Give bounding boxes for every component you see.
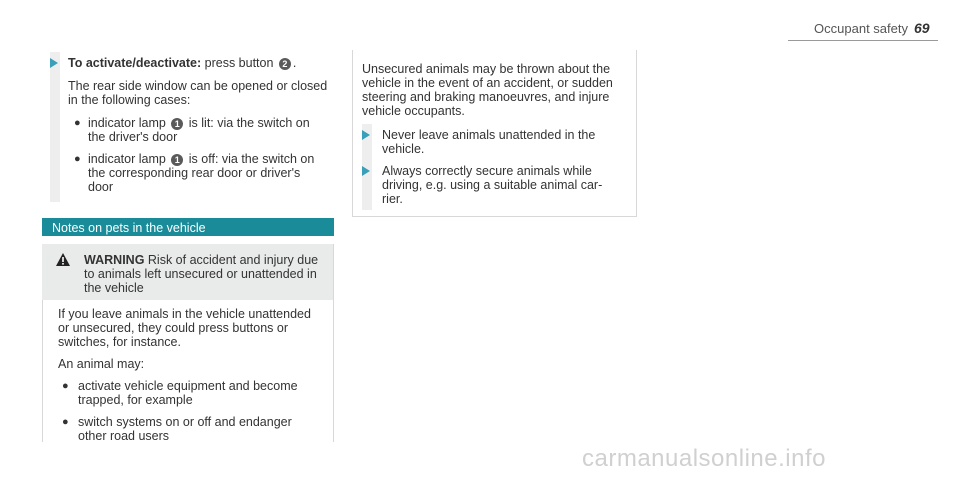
step-arrow-icon <box>50 58 58 68</box>
indicator-1-badge: 1 <box>171 118 183 130</box>
pets-body1-line2: or unsecured, they could press buttons or <box>58 321 288 335</box>
bullet1-line1: indicator lamp 1 is lit: via the switch on <box>88 116 310 130</box>
bullet-icon: ● <box>74 153 81 165</box>
warning-box <box>42 244 334 300</box>
rear-window-para-2: in the following cases: <box>68 93 191 107</box>
pets-left-border <box>42 300 43 442</box>
left-margin-bar <box>50 52 60 202</box>
pets-body2: An animal may: <box>58 357 145 371</box>
col2-step2-line3: rier. <box>382 192 403 206</box>
warning-line1: WARNING Risk of accident and injury due <box>84 253 319 267</box>
page-number: 69 <box>914 20 930 36</box>
col2-left-border <box>352 50 353 216</box>
col2-step1-line1: Never leave animals unattended in the <box>382 128 596 142</box>
col2-step2-line2: driving, e.g. using a suitable animal car- <box>382 178 603 192</box>
pets-bullet2-line2: other road users <box>78 429 170 443</box>
step-arrow-icon <box>362 166 370 176</box>
indicator-1-badge: 1 <box>171 154 183 166</box>
pets-bullet1-line2: trapped, for example <box>78 393 193 407</box>
pets-bullet2-line1: switch systems on or off and endanger <box>78 415 292 429</box>
pets-body1-line3: switches, for instance. <box>58 335 181 349</box>
warning-line2: to animals left unsecured or unattended in <box>84 267 317 281</box>
pets-body1-line1: If you leave animals in the vehicle unattended <box>58 307 311 321</box>
pets-bullet1-line1: activate vehicle equipment and become <box>78 379 298 393</box>
watermark[interactable]: carmanualsonline.info <box>582 445 826 472</box>
bullet2-line2: the corresponding rear door or driver's <box>88 166 301 180</box>
section-title: Occupant safety <box>814 21 908 36</box>
pets-section-header: Notes on pets in the vehicle <box>42 218 334 236</box>
col2-right-border <box>636 50 637 216</box>
col2-intro-line2: vehicle in the event of an accident, or sudden <box>362 76 613 90</box>
warning-line3: the vehicle <box>84 281 144 295</box>
bullet2-line1: indicator lamp 1 is off: via the switch on <box>88 152 315 166</box>
activate-step: To activate/deactivate: press button 2 . <box>68 56 297 70</box>
bullet-icon: ● <box>62 380 69 392</box>
col2-bottom-border <box>352 216 637 217</box>
col2-intro-line1: Unsecured animals may be thrown about the <box>362 62 611 76</box>
rear-window-para-1: The rear side window can be opened or closed <box>68 79 328 93</box>
bullet1-line2: the driver's door <box>88 130 178 144</box>
pets-right-border <box>333 244 334 442</box>
col2-step1-line2: vehicle. <box>382 142 425 156</box>
bullet2-line3: door <box>88 180 114 194</box>
step-arrow-icon <box>362 130 370 140</box>
warning-triangle-icon <box>56 253 70 266</box>
bullet-icon: ● <box>62 416 69 428</box>
button-2-badge: 2 <box>279 58 291 70</box>
bullet-icon: ● <box>74 117 81 129</box>
col2-intro-line3: steering and braking manoeuvres, and injure <box>362 90 610 104</box>
header-rule <box>788 40 938 41</box>
col2-intro-line4: vehicle occupants. <box>362 104 465 118</box>
col2-step2-line1: Always correctly secure animals while <box>382 164 592 178</box>
